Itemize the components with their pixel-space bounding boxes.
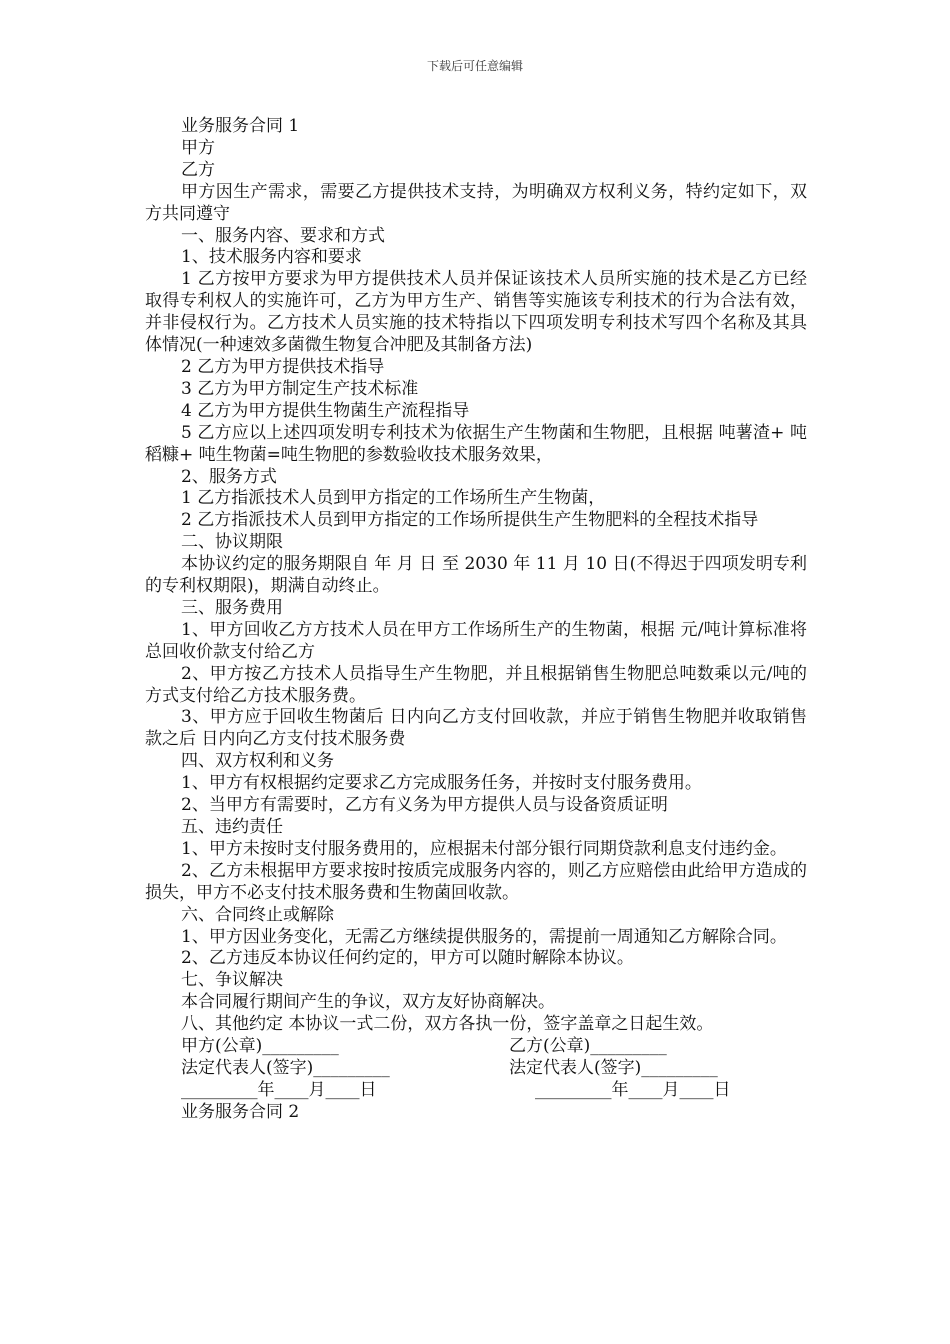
section-3-heading: 三、服务费用	[181, 597, 283, 618]
page-header-note: 下载后可任意编辑	[426, 59, 523, 73]
clause-3-1: 1、甲方回收乙方方技术人员在甲方工作场所生产的生物菌，根据 元/吨计算标准将总回收价款支付给乙方	[145, 619, 807, 662]
clause-1-1-3: 3 乙方为甲方制定生产技术标准	[181, 378, 419, 399]
clause-3-3: 3、甲方应于回收生物菌后 日内向乙方支付回收款，并应于销售生物肥并收取销售款之后 日内向乙方支付技术服务费	[145, 707, 807, 750]
section-1-2-heading: 2、服务方式	[181, 466, 277, 487]
party-a-seal-line: 甲方(公章)_________	[181, 1036, 339, 1057]
party-a-date-line: _________年____月____日	[181, 1079, 377, 1100]
clause-6-1: 1、甲方因业务变化，无需乙方继续提供服务的，需提前一周通知乙方解除合同。	[181, 926, 787, 947]
party-b-representative-line: 法定代表人(签字)_________	[509, 1057, 718, 1078]
party-b-seal-line: 乙方(公章)_________	[509, 1036, 667, 1057]
section-1-1-heading: 1、技术服务内容和要求	[181, 247, 362, 268]
signature-seal-row	[145, 1036, 807, 1058]
section-2-heading: 二、协议期限	[181, 532, 283, 553]
section-8-text: 八、其他约定 本协议一式二份，双方各执一份，签字盖章之日起生效。	[181, 1014, 714, 1035]
section-6-heading: 六、合同终止或解除	[181, 904, 334, 925]
clause-1-1-1: 1 乙方按甲方要求为甲方提供技术人员并保证该技术人员所实施的技术是乙方已经取得专利权人的实施许可，乙方为甲方生产、销售等实施该专利技术的行为合法有效，并非侵权行为。乙方技术人员实施的技术特指以下四项发明专利技术写四个名称及其具体情况(一种速效多菌微生物复合冲肥及其制备方法)	[145, 269, 807, 356]
clause-5-1: 1、甲方未按时支付服务费用的，应根据未付部分银行同期贷款利息支付违约金。	[181, 838, 787, 859]
clause-4-2: 2、当甲方有需要时，乙方有义务为甲方提供人员与设备资质证明	[181, 795, 668, 816]
clause-1-1-2: 2 乙方为甲方提供技术指导	[181, 356, 385, 377]
section-7-text: 本合同履行期间产生的争议，双方友好协商解决。	[181, 992, 555, 1013]
party-a-label: 甲方	[181, 137, 215, 158]
signature-date-row	[145, 1080, 807, 1102]
contract-body	[145, 116, 807, 1124]
contract-2-title: 业务服务合同 2	[181, 1101, 300, 1122]
intro-paragraph: 甲方因生产需求，需要乙方提供技术支持，为明确双方权利义务，特约定如下，双方共同遵守	[145, 181, 807, 224]
section-2-text: 本协议约定的服务期限自 年 月 日 至 2030 年 11 月 10 日(不得迟于四项发明专利的专利权期限)，期满自动终止。	[145, 554, 807, 597]
section-7-heading: 七、争议解决	[181, 970, 283, 991]
section-5-heading: 五、违约责任	[181, 817, 283, 837]
section-4-heading: 四、双方权利和义务	[181, 751, 334, 772]
section-1-heading: 一、服务内容、要求和方式	[181, 225, 385, 246]
clause-1-1-4: 4 乙方为甲方提供生物菌生产流程指导	[181, 400, 470, 421]
clause-5-2: 2、乙方未根据甲方要求按时按质完成服务内容的，则乙方应赔偿由此给甲方造成的损失，甲方不必支付技术服务费和生物菌回收款。	[145, 860, 807, 903]
clause-1-1-5: 5 乙方应以上述四项发明专利技术为依据生产生物菌和生物肥，且根据 吨薯渣+ 吨稻糠+ 吨生物菌=吨生物肥的参数验收技术服务效果，	[145, 422, 807, 465]
party-a-representative-line: 法定代表人(签字)_________	[181, 1057, 390, 1078]
clause-6-2: 2、乙方违反本协议任何约定的，甲方可以随时解除本协议。	[181, 948, 634, 969]
signature-rep-row	[145, 1058, 807, 1080]
clause-3-2: 2、甲方按乙方技术人员指导生产生物肥，并且根据销售生物肥总吨数乘以元/吨的方式支付给乙方技术服务费。	[145, 663, 807, 706]
party-b-date-line: _________年____月____日	[535, 1079, 731, 1100]
contract-title: 业务服务合同 1	[181, 116, 300, 136]
party-b-label: 乙方	[181, 159, 215, 180]
clause-1-2-2: 2 乙方指派技术人员到甲方指定的工作场所提供生产生物肥料的全程技术指导	[181, 510, 759, 531]
clause-4-1: 1、甲方有权根据约定要求乙方完成服务任务，并按时支付服务费用。	[181, 773, 702, 794]
clause-1-2-1: 1 乙方指派技术人员到甲方指定的工作场所生产生物菌，	[181, 488, 606, 509]
